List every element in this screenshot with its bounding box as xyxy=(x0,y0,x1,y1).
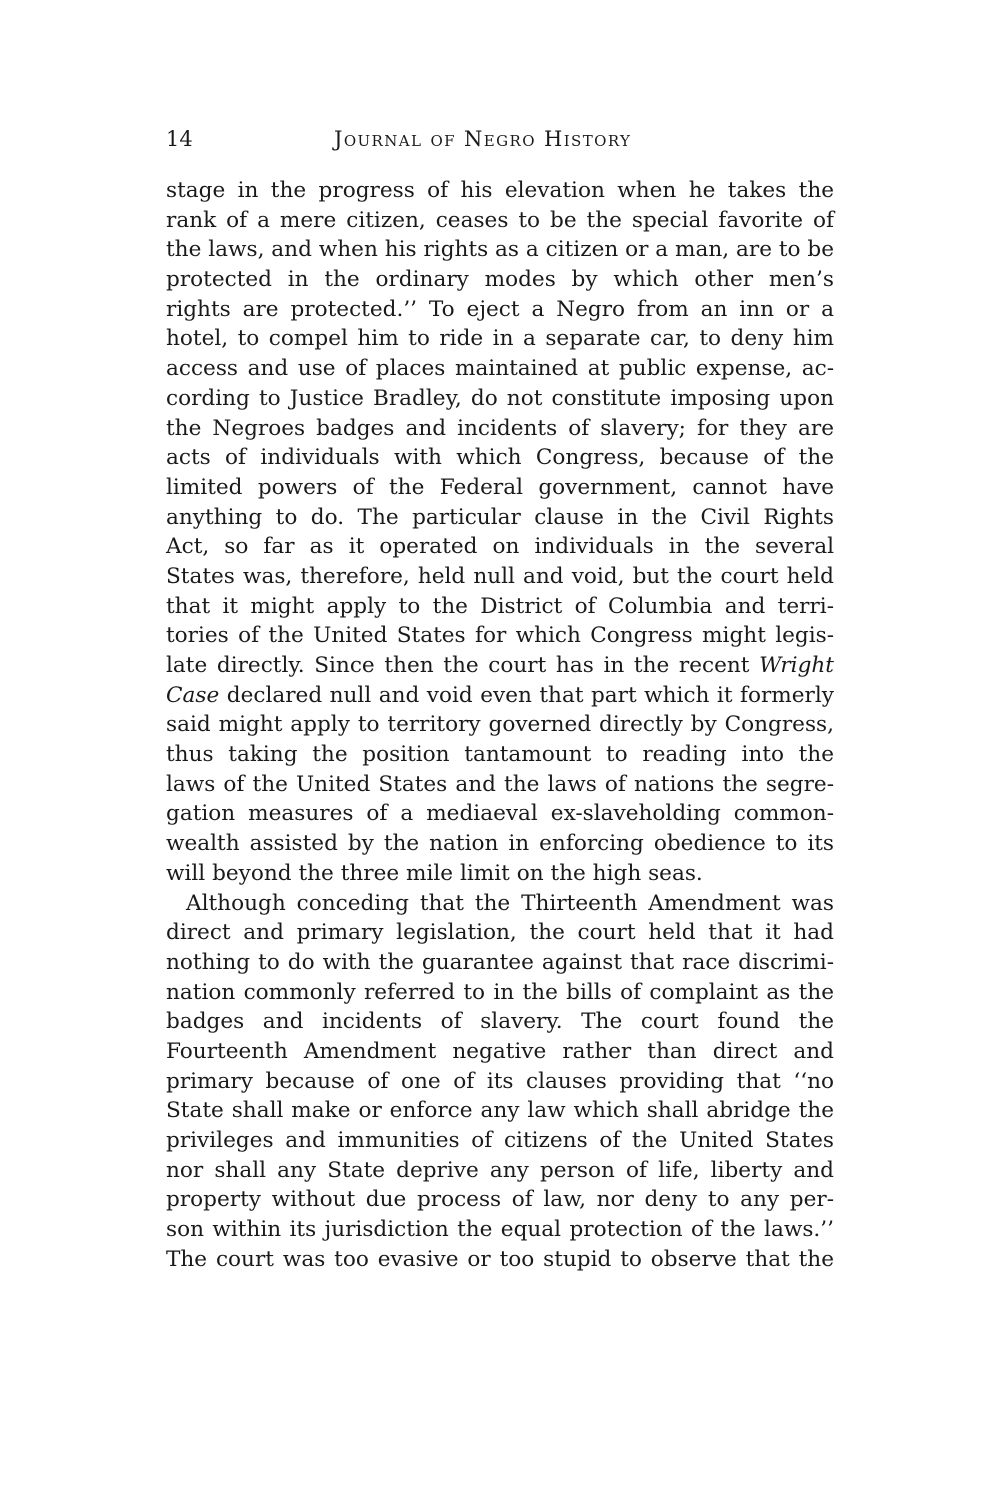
text-line: stage in the progress of his elevation when he takes the xyxy=(166,178,834,203)
text-line: the Negroes badges and incidents of slavery; for they are xyxy=(166,415,834,441)
text-line: access and use of places maintained at public expense, ac- xyxy=(166,356,834,382)
journal-title: Journal of Negro History xyxy=(334,127,632,151)
text-line: thus taking the position tantamount to reading into the xyxy=(166,742,834,768)
case-name-italic: Wright xyxy=(759,653,834,678)
text-line: direct and primary legislation, the court held that it had xyxy=(166,920,834,946)
text-line: protected in the ordinary modes by which other men’s xyxy=(166,267,834,293)
text-line: rights are protected.’’ To eject a Negro from an inn or a xyxy=(166,296,834,322)
text-line: State shall make or enforce any law which shall abridge the xyxy=(166,1098,834,1124)
text-line: privileges and immunities of citizens of the United States xyxy=(166,1128,834,1153)
paragraph xyxy=(166,889,834,1275)
running-head xyxy=(166,121,834,157)
text-line: property without due process of law, nor deny to any per- xyxy=(166,1187,834,1213)
text-line: that it might apply to the District of Columbia and terri- xyxy=(166,593,834,619)
paragraph xyxy=(166,176,834,889)
text-line: Act, so far as it operated on individuals in the several xyxy=(166,534,834,560)
text-line: Case declared null and void even that part which it formerly xyxy=(166,682,834,708)
text-line: gation measures of a mediaeval ex-slaveholding common- xyxy=(166,801,834,827)
text-line: wealth assisted by the nation in enforcing obedience to its xyxy=(166,831,834,857)
text-line: hotel, to compel him to ride in a separate car, to deny him xyxy=(166,326,834,352)
body-text xyxy=(166,176,834,1274)
text-line: primary because of one of its clauses providing that ‘‘no xyxy=(166,1068,834,1094)
text-line: will beyond the three mile limit on the high seas. xyxy=(166,860,703,886)
text-line: nor shall any State deprive any person of life, liberty and xyxy=(166,1157,834,1183)
text-line: laws of the United States and the laws of nations the segre- xyxy=(166,771,834,797)
text-line: acts of individuals with which Congress, because of the xyxy=(166,445,834,471)
case-name-italic: Case xyxy=(166,682,220,708)
text-line: States was, therefore, held null and void, but the court held xyxy=(166,563,834,589)
text-line: rank of a mere citizen, ceases to be the special favorite of xyxy=(166,207,834,233)
page-number: 14 xyxy=(166,127,193,151)
text-line: limited powers of the Federal government, cannot have xyxy=(166,474,834,500)
text-line: badges and incidents of slavery. The court found the xyxy=(166,1009,834,1035)
text-line: Fourteenth Amendment negative rather than direct and xyxy=(166,1038,834,1064)
text-line: cording to Justice Bradley, do not constitute imposing upon xyxy=(166,385,834,411)
text-line: The court was too evasive or too stupid to observe that the xyxy=(166,1246,834,1272)
text-line: Although conceding that the Thirteenth Amendment was xyxy=(186,890,834,916)
text-line: late directly. Since then the court has in the recent Wright xyxy=(166,653,834,678)
text-line: said might apply to territory governed directly by Congress, xyxy=(166,712,834,738)
text-line: the laws, and when his rights as a citizen or a man, are to be xyxy=(166,237,835,263)
text-line: tories of the United States for which Congress might legis- xyxy=(166,623,834,649)
text-line: son within its jurisdiction the equal protection of the laws.’’ xyxy=(166,1217,834,1243)
text-line: nation commonly referred to in the bills of complaint as the xyxy=(166,979,834,1005)
text-line: nothing to do with the guarantee against that race discrimi- xyxy=(166,949,834,975)
text-line: anything to do. The particular clause in the Civil Rights xyxy=(166,504,834,530)
